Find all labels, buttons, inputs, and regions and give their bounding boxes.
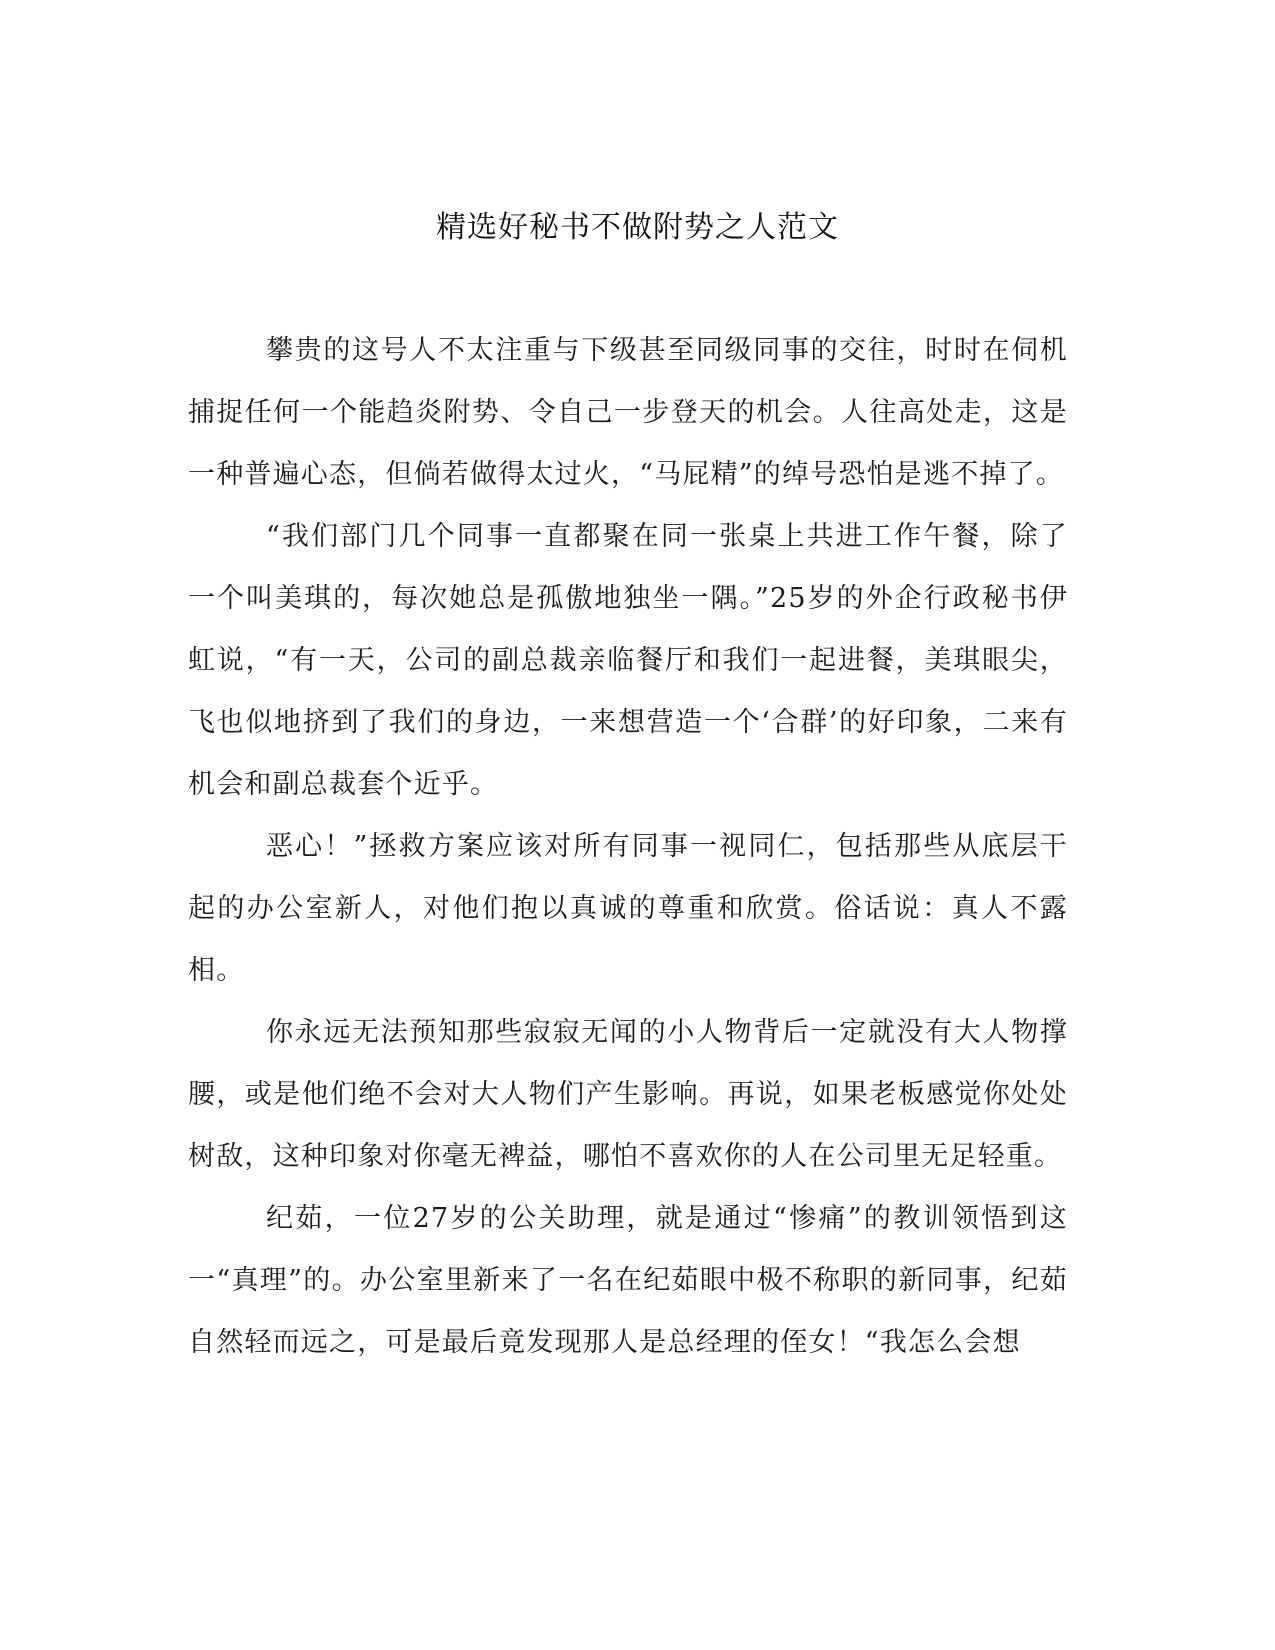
paragraph: 你永远无法预知那些寂寂无闻的小人物背后一定就没有大人物撑腰，或是他们绝不会对大人物们产生影响。再说，如果老板感觉你处处树敌，这种印象对你毫无裨益，哪怕不喜欢你的人在公司里无足轻重。 <box>188 1017 1068 1172</box>
paragraph: 恶心！”拯救方案应该对所有同事一视同仁，包括那些从底层干起的办公室新人，对他们抱以真诚的尊重和欣赏。俗话说：真人不露相。 <box>188 831 1068 986</box>
paragraph: 攀贵的这号人不太注重与下级甚至同级同事的交往，时时在伺机捕捉任何一个能趋炎附势、令自己一步登天的机会。人往高处走，这是一种普遍心态，但倘若做得太过火，“马屁精”的绰号恐怕是逃不掉了。 <box>188 335 1068 490</box>
document-title: 精选好秘书不做附势之人范文 <box>436 210 839 245</box>
paragraph: 纪茹，一位27岁的公关助理，就是通过“惨痛”的教训领悟到这一“真理”的。办公室里新来了一名在纪茹眼中极不称职的新同事，纪茹自然轻而远之，可是最后竟发现那人是总经理的侄女！“我怎么会想 <box>188 1203 1068 1358</box>
paragraph: “我们部门几个同事一直都聚在同一张桌上共进工作午餐，除了一个叫美琪的，每次她总是孤傲地独坐一隅。”25岁的外企行政秘书伊虹说，“有一天，公司的副总裁亲临餐厅和我们一起进餐，美琪眼尖，飞也似地挤到了我们的身边，一来想营造一个‘合群’的好印象，二来有机会和副总裁套个近乎。 <box>188 521 1068 800</box>
document-body <box>188 320 1068 1374</box>
